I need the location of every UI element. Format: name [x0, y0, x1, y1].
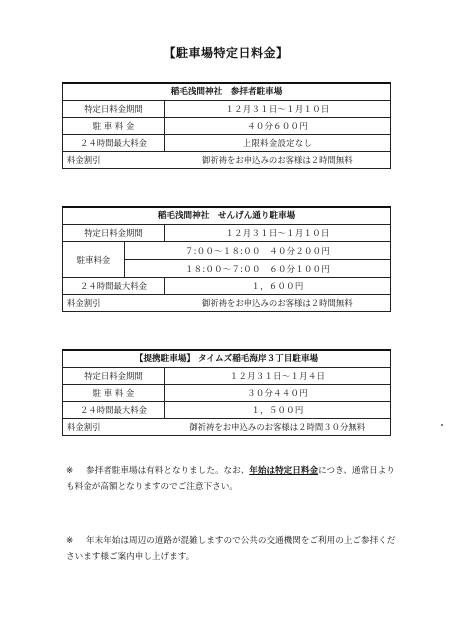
max-fee-value: 上限料金設定なし: [165, 135, 391, 152]
lot-name: 【提携駐車場】 タイムズ稲毛海岸３丁目駐車場: [63, 350, 391, 368]
period-label: 特定日料金期間: [63, 368, 165, 385]
page-title: 【駐車場特定日料金】: [163, 46, 289, 60]
parking-table-worshipper: [62, 82, 391, 169]
discount-value: 御祈祷をお申込みのお客様は２時間無料: [165, 152, 391, 169]
scan-speck: [441, 424, 443, 426]
note-text-after: につき、通常日よりも料金が高額となりますのでご注意下さい。: [66, 466, 395, 492]
note-text-before: 参拝者駐車場は有料となりました。なお、: [86, 466, 250, 476]
fee-label: 駐 車 料 金: [63, 118, 165, 135]
fee-value: ４０分６００円: [165, 118, 391, 135]
period-value: １２月３１日～１月１０日: [165, 101, 391, 118]
max-fee-label: ２４時間最大料金: [63, 278, 165, 295]
note-emphasis: 年始は特定日料金: [249, 466, 319, 476]
note-public-transport: [66, 533, 396, 565]
period-value: １２月３１日～１月４日: [165, 368, 391, 385]
note-mark: ※: [66, 536, 74, 546]
fee-label: 駐車料金: [63, 242, 125, 278]
period-label: 特定日料金期間: [63, 225, 165, 242]
discount-label: 料金割引: [63, 419, 165, 436]
parking-table-partner: [62, 349, 391, 436]
fee-daytime: ７:００～１８:００ ４０分２００円: [125, 242, 391, 260]
fee-value: ３０分４４０円: [165, 385, 391, 402]
scan-speck: [312, 418, 313, 419]
discount-value: 御祈祷をお申込みのお客様は２時間無料: [165, 295, 391, 312]
fee-label: 駐 車 料 金: [63, 385, 165, 402]
max-fee-value: １，５００円: [165, 402, 391, 419]
note-fee-increase: [66, 463, 396, 495]
max-fee-label: ２４時間最大料金: [63, 135, 165, 152]
fee-nighttime: １８:００～７:００ ６０分１００円: [125, 260, 391, 278]
discount-value: 御祈祷をお申込みのお客様は２時間３０分無料: [165, 419, 391, 436]
discount-label: 料金割引: [63, 295, 165, 312]
discount-label: 料金割引: [63, 152, 165, 169]
period-value: １２月３１日～１月１０日: [165, 225, 391, 242]
note-text: 年末年始は周辺の道路が混雑しますので公共の交通機関をご利用の上ご参拝くださいます様ご案内申し上げます。: [66, 536, 396, 562]
parking-table-sengen-street: [62, 206, 391, 312]
max-fee-value: １，６００円: [165, 278, 391, 295]
lot-name: 稲毛浅間神社 せんげん通り駐車場: [63, 207, 391, 225]
note-mark: ※: [66, 466, 74, 476]
period-label: 特定日料金期間: [63, 101, 165, 118]
max-fee-label: ２４時間最大料金: [63, 402, 165, 419]
lot-name: 稲毛浅間神社 参拝者駐車場: [63, 83, 391, 101]
